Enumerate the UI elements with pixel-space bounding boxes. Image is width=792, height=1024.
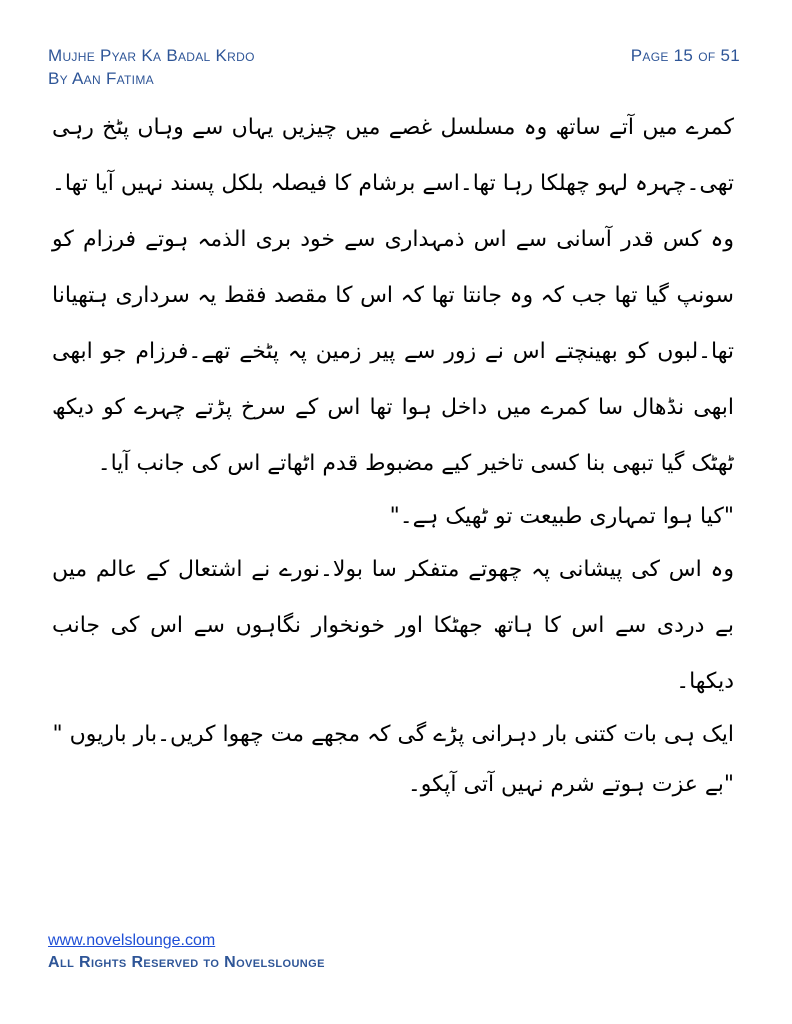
page-indicator: Page 15 of 51 xyxy=(630,46,740,65)
paragraph-narration-2: وہ اس کی پیشانی پہ چھوتے متفکر سا بولا۔نورے نے اشتعال کے عالم میں بے دردی سے اس کا ہاتھ جھٹکا اور خونخوار نگاہوں سے اس کی جانب دیکھا۔ xyxy=(52,557,734,694)
website-link[interactable]: www.novelslounge.com xyxy=(48,932,216,949)
rights-notice: All Rights Reserved to Novelslounge xyxy=(48,954,325,971)
story-body xyxy=(52,100,734,810)
header-left xyxy=(48,44,255,90)
paragraph-dialogue-1: "کیا ہوا تمہاری طبیعت تو ٹھیک ہے۔" xyxy=(389,504,734,529)
paragraph-dialogue-2: ایک ہی بات کتنی بار دہرانی پڑے گی کہ مجھے مت چھوا کریں۔بار باریوں " xyxy=(52,722,734,747)
novel-title: Mujhe Pyar Ka Badal Krdo xyxy=(48,46,255,65)
author-line: By Aan Fatima xyxy=(48,69,154,88)
footer xyxy=(48,930,325,974)
paragraph-narration-1: کمرے میں آتے ساتھ وہ مسلسل غصے میں چیزیں یہاں سے وہاں پٹخ رہی تھی۔چہرہ لہو چھلکا رہا تھا۔اسے برشام کا فیصلہ بلکل پسند نہیں آیا تھا۔وہ کس قدر آسانی سے اس ذمہداری سے خود بری الذمہ ہوتے فرزام کو سونپ گیا تھا جب کہ وہ جانتا تھا کہ اس کا مقصد فقط یہ سرداری ہتھیانا تھا۔لبوں کو بھینچتے اس نے زور سے پیر زمین پہ پٹخے تھے۔فرزام جو ابھی ابھی نڈھال سا کمرے میں داخل ہوا تھا اس کے سرخ پڑتے چہرے کو دیکھ ٹھٹک گیا تبھی بنا کسی تاخیر کیے مضبوط قدم اٹھاتے اس کی جانب آیا۔ xyxy=(52,115,734,476)
paragraph-dialogue-3: "بے عزت ہوتے شرم نہیں آتی آپکو۔ xyxy=(407,772,734,797)
